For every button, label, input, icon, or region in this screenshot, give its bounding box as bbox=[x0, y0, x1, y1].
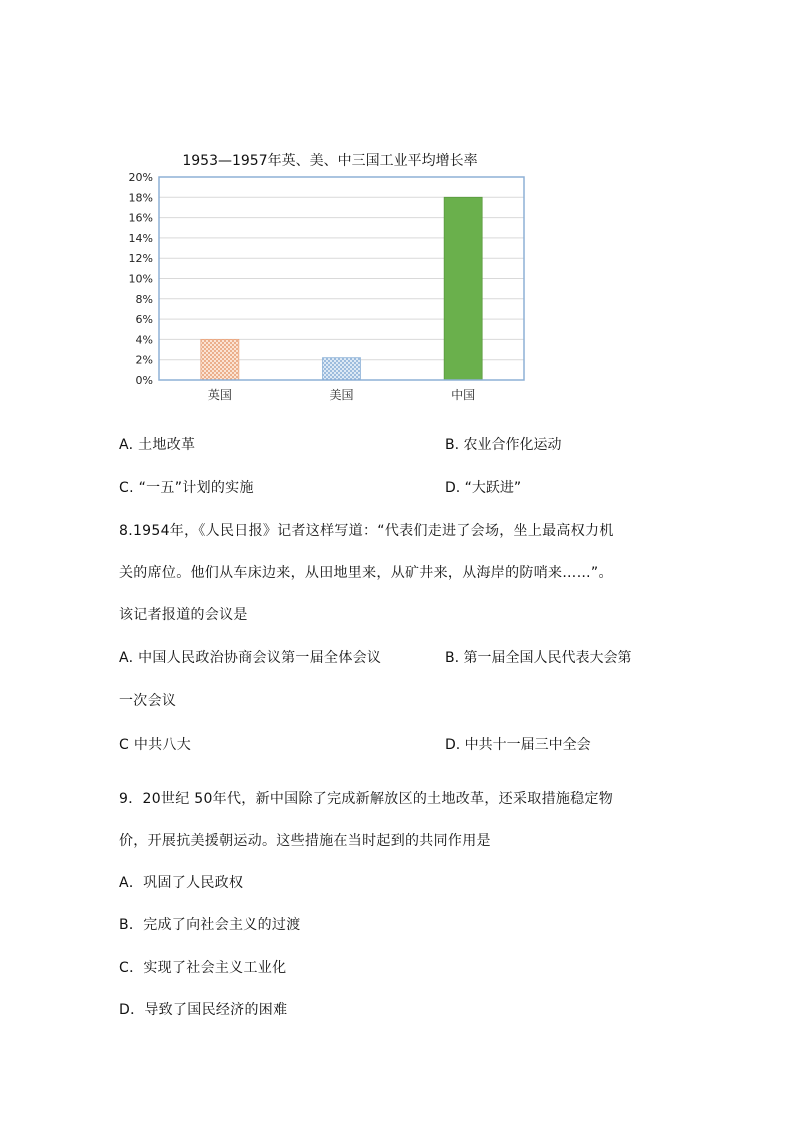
q7-option-c: C. “一五”计划的实施 bbox=[119, 480, 254, 496]
y-tick-label: 10% bbox=[128, 272, 153, 286]
chart-title: 1953—1957年英、美、中三国工业平均增长率 bbox=[182, 153, 478, 169]
chart-svg bbox=[0, 0, 793, 410]
bar-0 bbox=[201, 339, 239, 380]
x-tick-label: 美国 bbox=[329, 388, 354, 402]
q8-option-d: D. 中共十一届三中全会 bbox=[445, 737, 591, 753]
q9-option-a: A．巩固了人民政权 bbox=[119, 875, 244, 891]
y-tick-label: 8% bbox=[135, 292, 153, 306]
q9-stem-line2: 价，开展抗美援朝运动。这些措施在当时起到的共同作用是 bbox=[119, 833, 491, 849]
y-tick-label: 20% bbox=[128, 171, 153, 184]
bar-2 bbox=[444, 197, 482, 380]
q9-option-c: C．实现了社会主义工业化 bbox=[119, 960, 287, 976]
y-tick-label: 14% bbox=[128, 231, 153, 245]
y-tick-label: 4% bbox=[135, 333, 153, 347]
y-tick-label: 16% bbox=[128, 211, 153, 225]
q9-option-b: B．完成了向社会主义的过渡 bbox=[119, 917, 301, 933]
q8-option-b: B. 第一届全国人民代表大会第 bbox=[445, 650, 632, 666]
y-tick-label: 6% bbox=[135, 313, 153, 327]
q7-option-b: B. 农业合作化运动 bbox=[445, 437, 562, 453]
q8-stem-line3: 该记者报道的会议是 bbox=[119, 607, 248, 623]
y-tick-label: 0% bbox=[135, 374, 153, 387]
y-tick-label: 18% bbox=[128, 191, 153, 205]
q7-option-a: A. 土地改革 bbox=[119, 437, 196, 453]
x-tick-label: 中国 bbox=[451, 388, 476, 402]
y-tick-label: 12% bbox=[128, 252, 153, 266]
q7-option-d: D. “大跃进” bbox=[445, 480, 522, 496]
q8-stem-line2: 关的席位。他们从车床边来，从田地里来，从矿井来，从海岸的防哨来……”。 bbox=[119, 565, 613, 581]
q8-option-a: A. 中国人民政治协商会议第一届全体会议 bbox=[119, 650, 382, 666]
bar-1 bbox=[323, 358, 361, 380]
q8-option-b-cont: 一次会议 bbox=[119, 693, 177, 709]
y-tick-label: 2% bbox=[135, 353, 153, 367]
q9-option-d: D．导致了国民经济的困难 bbox=[119, 1002, 288, 1018]
q8-option-c: C 中共八大 bbox=[119, 737, 192, 753]
bar-chart bbox=[0, 0, 793, 410]
q9-stem-line1: 9．20世纪 50年代，新中国除了完成新解放区的土地改革，还采取措施稳定物 bbox=[119, 791, 614, 807]
q8-stem-line1: 8.1954年，《人民日报》记者这样写道：“代表们走进了会场，坐上最高权力机 bbox=[119, 523, 614, 539]
x-tick-label: 英国 bbox=[207, 388, 232, 402]
